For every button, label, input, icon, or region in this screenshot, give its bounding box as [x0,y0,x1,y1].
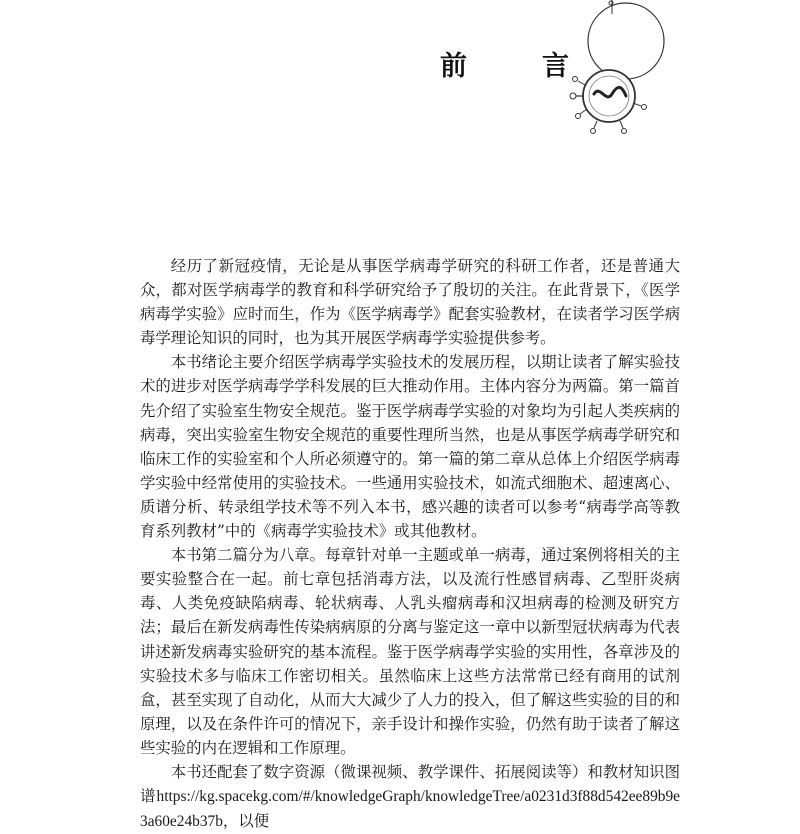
paragraph-4-tail: ，以便 [222,812,270,831]
knowledge-graph-url: https://kg.spacekg.com/#/knowledgeGraph/knowledgeTree/a0231d3f88d542ee89b9e3a60e24b37b [140,788,680,831]
paragraph-1: 经历了新冠疫情，无论是从事医学病毒学研究的科研工作者，还是普通大众，都对医学病毒学的教育和科学研究给予了殷切的关注。在此背景下，《医学病毒学实验》应时而生，作为《医学病毒学》配套实验教材，在读者学习医学病毒学理论知识的同时，也为其开展医学病毒学实验提供参考。 [140,257,680,348]
preface-body [140,254,680,834]
paragraph-4 [140,760,680,834]
page-title: 前 言 [440,51,593,82]
paragraph-2: 本书绪论主要介绍医学病毒学实验技术的发展历程，以期让读者了解实验技术的进步对医学病毒学学科发展的巨大推动作用。主体内容分为两篇。第一篇首先介绍了实验室生物安全规范。鉴于医学病毒学实验的对象均为引起人类疾病的病毒，突出实验室生物安全规范的重要性理所当然，也是从事医学病毒学研究和临床工作的实验室和个人所必须遵守的。第一篇的第二章从总体上介绍医学病毒学实验中经常使用的实验技术。一些通用实验技术，如流式细胞术、超速离心、质谱分析、转录组学技术等不列入本书，感兴趣的读者可以参考“病毒学高等教育系列教材”中的《病毒学实验技术》或其他教材。 [140,353,680,541]
paragraph-3: 本书第二篇分为八章。每章针对单一主题或单一病毒，通过案例将相关的主要实验整合在一起。前七章包括消毒方法，以及流行性感冒病毒、乙型肝炎病毒、人类免疫缺陷病毒、轮状病毒、人乳头瘤病毒和汉坦病毒的检测及研究方法；最后在新发病毒性传染病病原的分离与鉴定这一章中以新型冠状病毒为代表讲述新发病毒实验研究的基本流程。鉴于医学病毒学实验的实用性，各章涉及的实验技术多与临床工作密切相关。虽然临床上这些方法常常已经有商用的试剂盒，甚至实现了自动化，从而大大减少了人力的投入，但了解这些实验的目的和原理，以及在条件许可的情况下，亲手设计和操作实验，仍然有助于读者了解这些实验的内在逻辑和工作原理。 [140,546,680,757]
paragraph-4-text: 本书还配套了数字资源（微课视频、教学课件、拓展阅读等）和教材知识图谱 [140,762,680,806]
